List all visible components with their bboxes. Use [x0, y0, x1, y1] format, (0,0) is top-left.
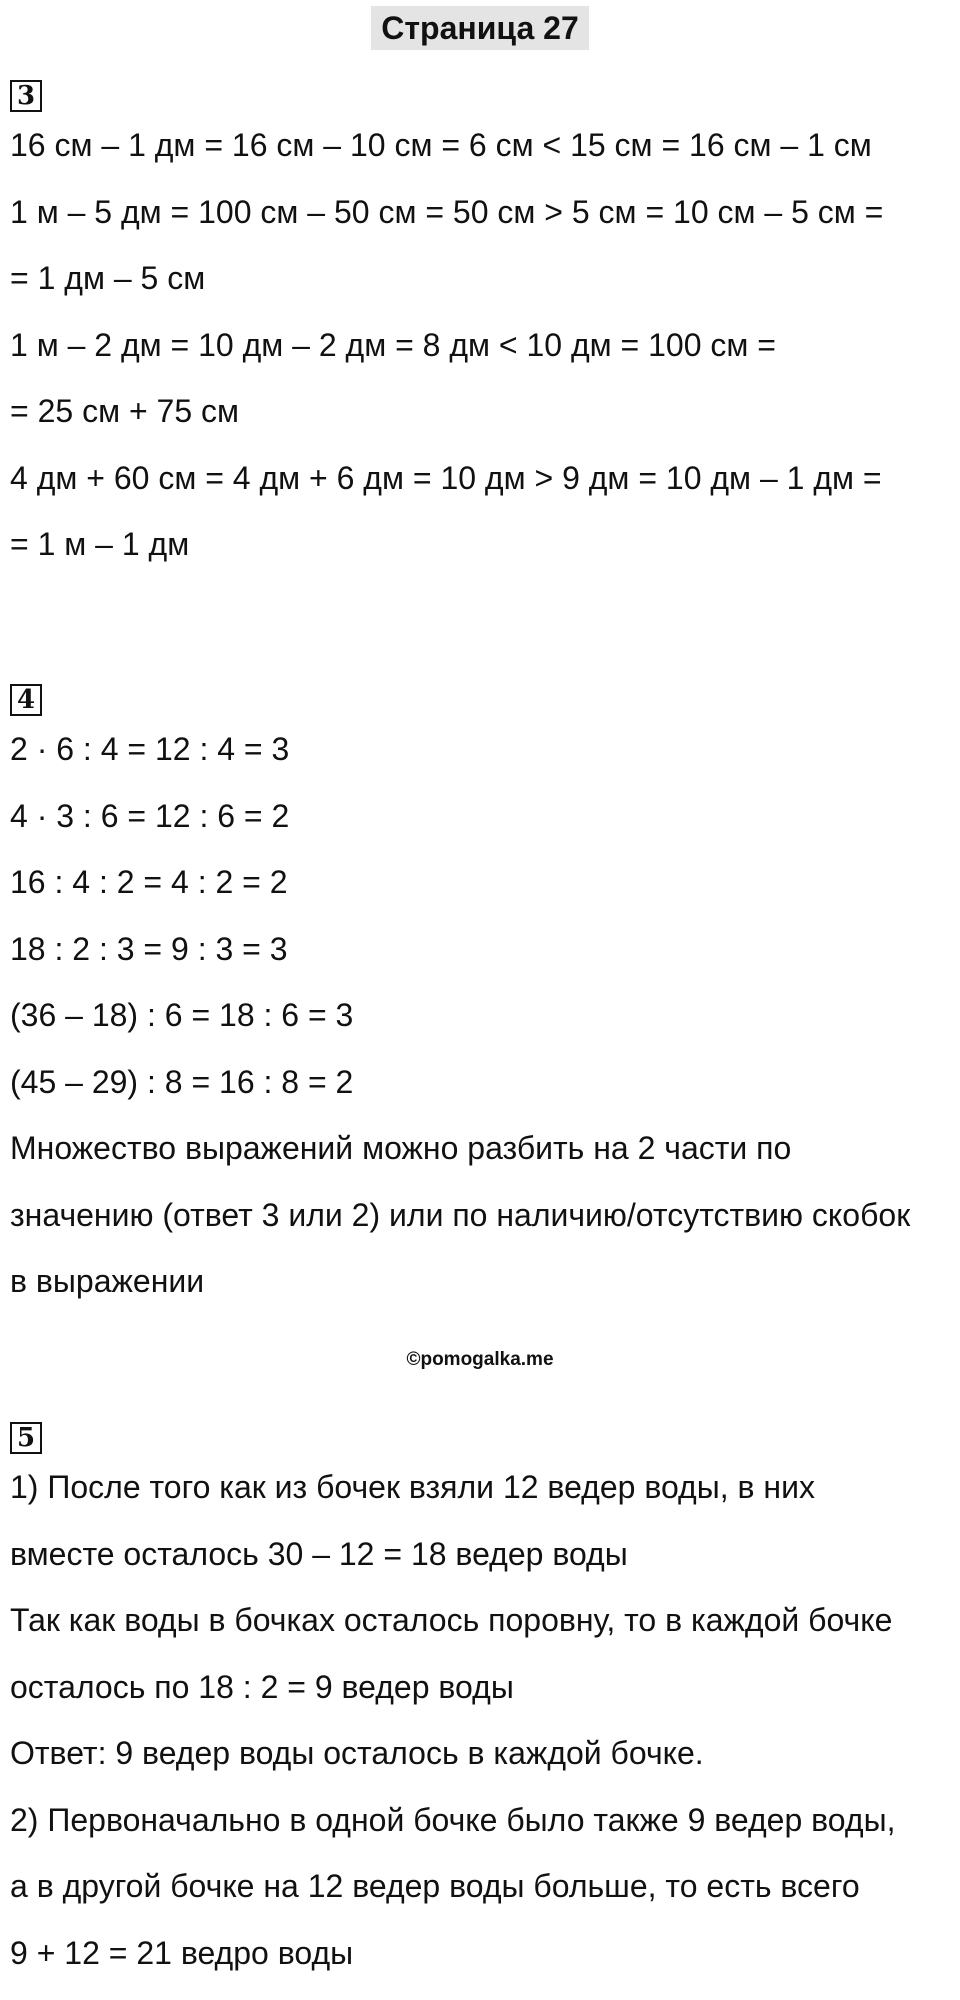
task-5-line: 2) Первоначально в одной бочке было также 9 ведер воды, [10, 1801, 896, 1838]
page-title-text: Страница 27 [371, 6, 588, 50]
task-5-line: 1) После того как из бочек взяли 12 ведер воды, в них [10, 1469, 815, 1505]
task-3-lines [10, 112, 955, 578]
task-5-line: Так как воды в бочках осталось поровну, то в каждой бочке [10, 1602, 893, 1638]
task-5 [10, 1422, 955, 1986]
task-3-line: = 1 м – 1 дм [10, 526, 190, 562]
task-5-line: а в другой бочке на 12 ведер воды больше, то есть всего [10, 1868, 860, 1904]
task-3-line: 4 дм + 60 см = 4 дм + 6 дм = 10 дм > 9 дм = 10 дм – 1 дм = [10, 459, 882, 496]
task-number-4: 4 [10, 684, 42, 716]
task-4-line: 2 · 6 : 4 = 12 : 4 = 3 [10, 731, 290, 767]
watermark: ©pomogalka.me [406, 1349, 554, 1370]
task-5-line: Ответ: 9 ведер воды осталось в каждой бочке. [10, 1735, 704, 1771]
task-5-lines [10, 1454, 955, 1986]
task-3-line: 1 м – 2 дм = 10 дм – 2 дм = 8 дм < 10 дм = 100 см = [10, 326, 776, 363]
task-3-line: = 25 см + 75 см [10, 393, 240, 429]
task-4-line: Множество выражений можно разбить на 2 части по [10, 1130, 792, 1166]
task-4 [10, 684, 955, 1315]
task-4-line: в выражении [10, 1263, 205, 1299]
task-3-line: 1 м – 5 дм = 100 см – 50 см = 50 см > 5 см = 10 см – 5 см = [10, 193, 884, 230]
page-title [0, 6, 960, 50]
task-5-line: осталось по 18 : 2 = 9 ведер воды [10, 1668, 514, 1705]
task-number-5: 5 [10, 1422, 42, 1454]
task-5-line: 9 + 12 = 21 ведро воды [10, 1934, 354, 1971]
task-4-line: 16 : 4 : 2 = 4 : 2 = 2 [10, 864, 288, 900]
task-number-3: 3 [10, 80, 42, 112]
task-4-line: 4 · 3 : 6 = 12 : 6 = 2 [10, 797, 290, 834]
task-4-line: 18 : 2 : 3 = 9 : 3 = 3 [10, 930, 288, 967]
task-4-line: значению (ответ 3 или 2) или по наличию/отсутствию скобок [10, 1196, 911, 1233]
task-4-line: (45 – 29) : 8 = 16 : 8 = 2 [10, 1063, 354, 1100]
task-4-lines [10, 716, 955, 1315]
task-4-line: (36 – 18) : 6 = 18 : 6 = 3 [10, 997, 354, 1033]
task-3 [10, 80, 955, 578]
task-5-line: вместе осталось 30 – 12 = 18 ведер воды [10, 1535, 628, 1572]
task-3-line: = 1 дм – 5 см [10, 260, 206, 296]
task-3-line: 16 см – 1 дм = 16 см – 10 см = 6 см < 15 см = 16 см – 1 см [10, 127, 872, 163]
